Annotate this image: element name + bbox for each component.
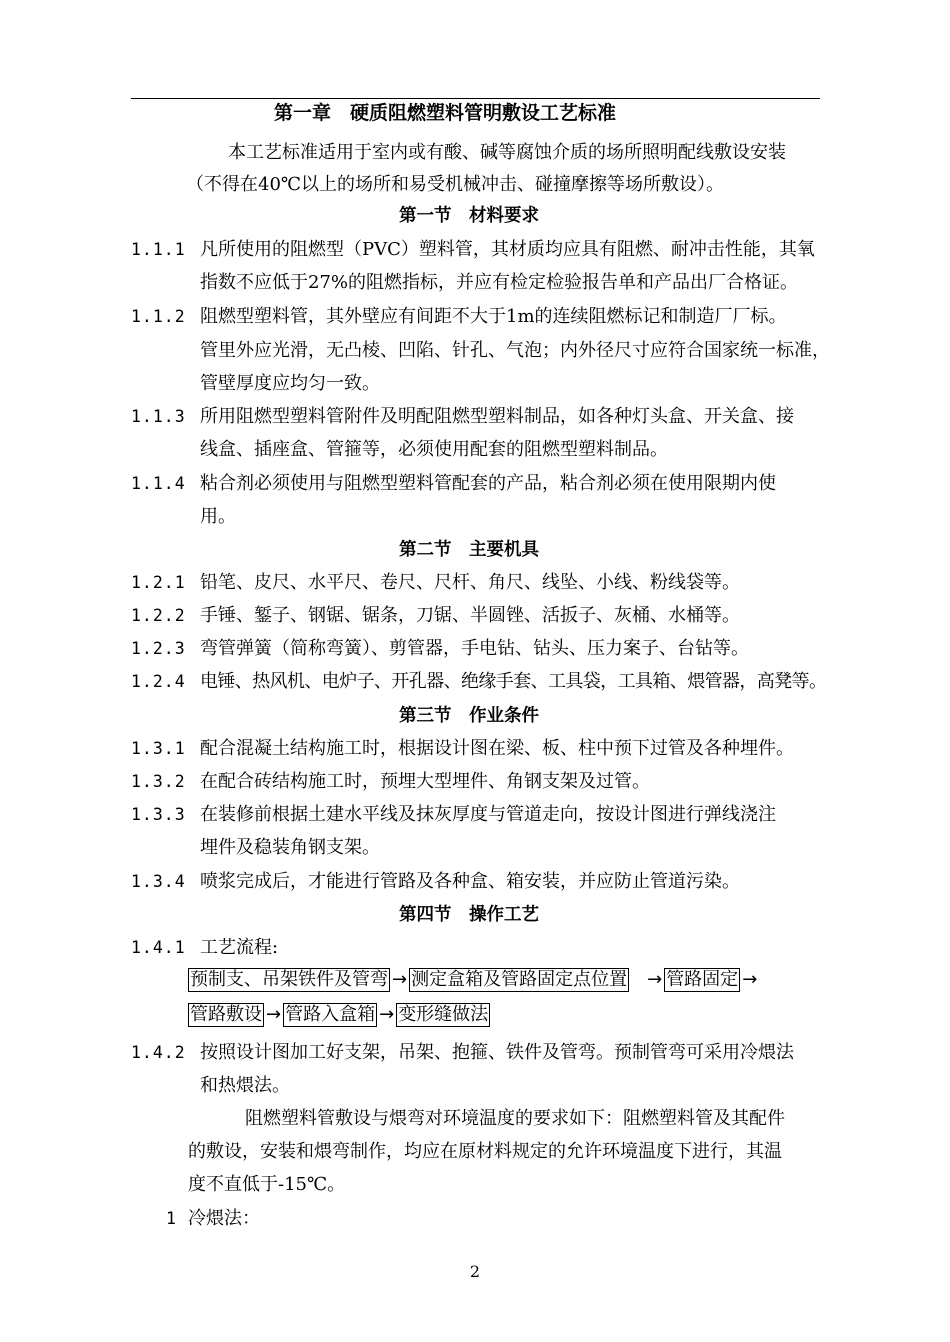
item-line: 管里外应光滑，无凸棱、凹陷、针孔、气泡；内外径尺寸应符合国家统一标准， — [200, 340, 830, 361]
chapter-title: 第一章 硬质阻燃塑料管明敷设工艺标准 — [274, 102, 617, 124]
item-line: 喷浆完成后，才能进行管路及各种盒、箱安装，并应防止管道污染。 — [200, 871, 740, 892]
item-number: 1.4.1 — [131, 938, 186, 957]
item-line: 配合混凝土结构施工时，根据设计图在梁、板、柱中预下过管及各种埋件。 — [200, 738, 794, 759]
item-line: 电锤、热风机、电炉子、开孔器、绝缘手套、工具袋，工具箱、煨管器，高凳等。 — [200, 671, 827, 692]
item-line: 在配合砖结构施工时，预埋大型埋件、角钢支架及过管。 — [200, 771, 650, 792]
item-number: 1.3.2 — [131, 772, 186, 791]
item-line: 凡所使用的阻燃型（PVC）塑料管，其材质均应具有阻燃、耐冲击性能，其氧 — [200, 239, 815, 260]
header-rule — [131, 98, 820, 99]
item-line: 和热煨法。 — [200, 1075, 290, 1096]
flow-step: 管路固定 — [666, 969, 739, 990]
paragraph-line: 的敷设，安装和煨弯制作，均应在原材料规定的允许环境温度下进行，其温 — [188, 1141, 782, 1162]
flow-step: 变形缝做法 — [398, 1004, 489, 1025]
section-title: 第一节 材料要求 — [399, 206, 539, 226]
arrow-icon: → — [379, 1004, 395, 1025]
flow-step: 管路敷设 — [190, 1004, 262, 1025]
item-line: 所用阻燃型塑料管附件及明配阻燃型塑料制品，如各种灯头盒、开关盒、接 — [200, 406, 794, 427]
item-line: 线盒、插座盒、管箍等，必须使用配套的阻燃型塑料制品。 — [200, 439, 668, 460]
item-line: 阻燃型塑料管，其外壁应有间距不大于1m的连续阻燃标记和制造厂厂标。 — [200, 306, 787, 327]
flow-step: 管路入盒箱 — [285, 1004, 376, 1025]
paragraph-line: 阻燃塑料管敷设与煨弯对环境温度的要求如下：阻燃塑料管及其配件 — [245, 1108, 785, 1129]
flow-step: 测定盒箱及管路固定点位置 — [411, 969, 628, 990]
item-number: 1.2.2 — [131, 606, 186, 625]
arrow-icon: → — [392, 969, 408, 990]
item-line: 管壁厚度应均匀一致。 — [200, 373, 380, 394]
page-number: 2 — [469, 1262, 481, 1281]
item-line: 弯管弹簧（简称弯簧）、剪管器，手电钻、钻头、压力案子、台钻等。 — [200, 638, 749, 659]
arrow-icon: → — [742, 969, 758, 990]
item-line: 粘合剂必须使用与阻燃型塑料管配套的产品，粘合剂必须在使用限期内使 — [200, 473, 776, 494]
item-number: 1.1.4 — [131, 474, 186, 493]
arrow-icon: → — [266, 1004, 282, 1025]
item-number: 1.4.2 — [131, 1043, 186, 1062]
item-number: 1.2.3 — [131, 639, 186, 658]
flow-row — [188, 968, 759, 992]
arrow-icon: → — [647, 969, 663, 990]
item-number: 1.1.3 — [131, 407, 186, 426]
flow-step: 预制支、吊架铁件及管弯 — [190, 969, 388, 990]
paragraph-line: 度不直低于-15℃。 — [188, 1174, 346, 1195]
item-number: 1.1.1 — [131, 240, 186, 259]
item-line: 埋件及稳装角钢支架。 — [200, 837, 380, 858]
item-line: 手锤、錾子、钢锯、锯条，刀锯、半圆锉、活扳子、灰桶、水桶等。 — [200, 605, 740, 626]
item-number: 1.3.3 — [131, 805, 186, 824]
section-title: 第二节 主要机具 — [399, 540, 539, 560]
sub-number: 1 — [166, 1209, 176, 1228]
item-line: 按照设计图加工好支架，吊架、抱箍、铁件及管弯。预制管弯可采用冷煨法 — [200, 1042, 794, 1063]
item-number: 1.3.4 — [131, 872, 186, 891]
intro-line: 本工艺标准适用于室内或有酸、碱等腐蚀介质的场所照明配线敷设安装 — [228, 142, 786, 163]
item-line: 工艺流程: — [200, 937, 279, 958]
sub-heading: 冷煨法： — [188, 1208, 260, 1229]
section-title: 第三节 作业条件 — [399, 706, 539, 726]
section-title: 第四节 操作工艺 — [399, 905, 539, 925]
flow-row — [188, 1003, 490, 1027]
item-line: 指数不应低于27%的阻燃指标，并应有检定检验报告单和产品出厂合格证。 — [200, 272, 799, 293]
item-number: 1.2.1 — [131, 573, 186, 592]
item-line: 铅笔、皮尺、水平尺、卷尺、尺杆、角尺、线坠、小线、粉线袋等。 — [200, 572, 740, 593]
item-number: 1.2.4 — [131, 672, 186, 691]
item-line: 用。 — [200, 506, 236, 527]
item-number: 1.1.2 — [131, 307, 186, 326]
item-line: 在装修前根据土建水平线及抹灰厚度与管道走向，按设计图进行弹线浇注 — [200, 804, 776, 825]
item-number: 1.3.1 — [131, 739, 186, 758]
intro-line: （不得在40℃以上的场所和易受机械冲击、碰撞摩擦等场所敷设）。 — [186, 174, 725, 195]
